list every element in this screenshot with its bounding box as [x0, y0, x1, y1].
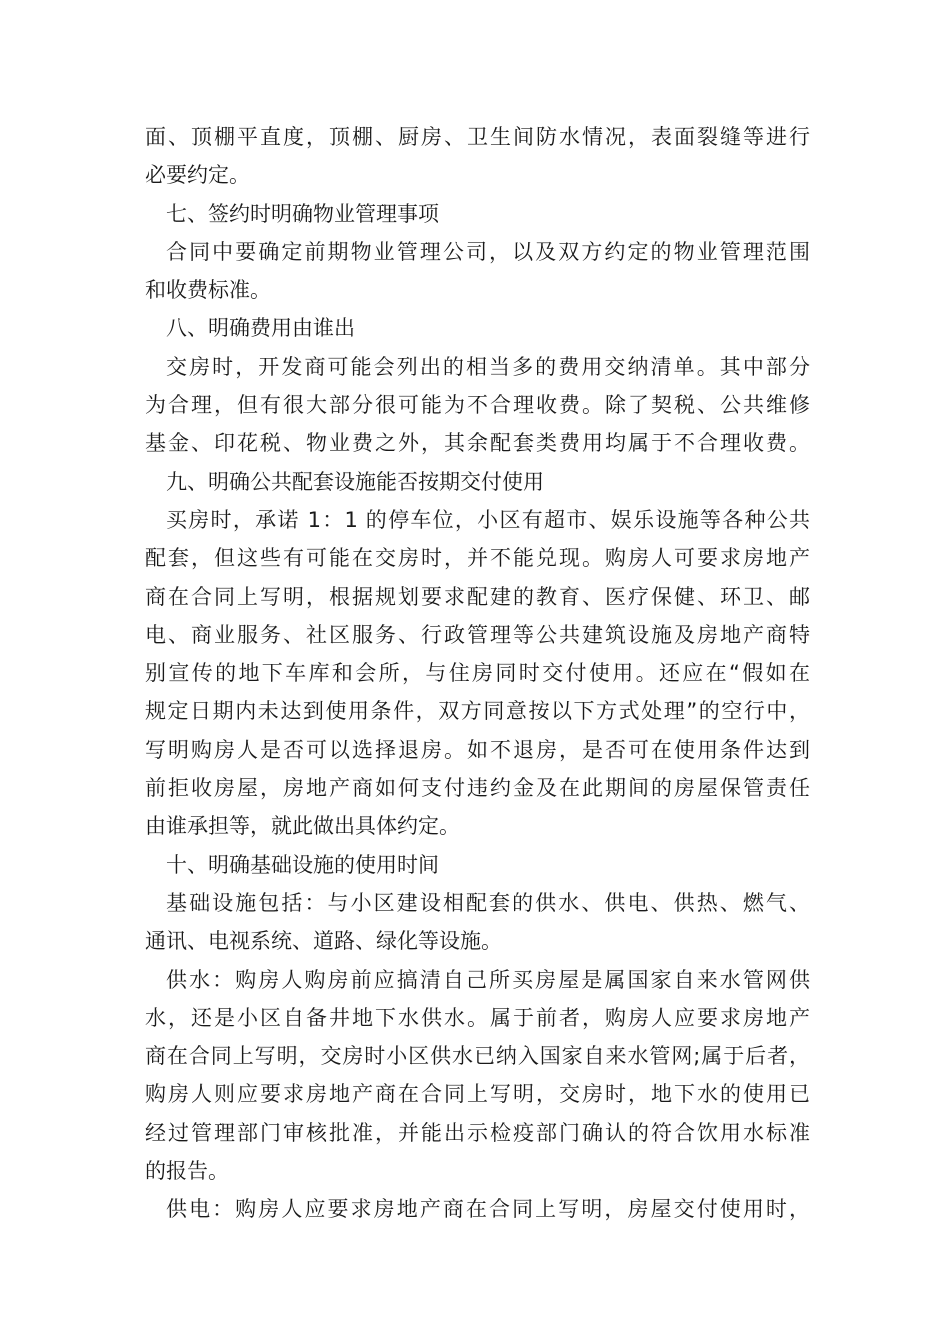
text-line: 基础设施包括：与小区建设相配套的供水、供电、供热、燃气、: [166, 890, 810, 915]
text-line: 买房时，承诺 1：1 的停车位，小区有超市、娱乐设施等各种公共: [166, 507, 810, 532]
text-line: 商在合同上写明，交房时小区供水已纳入国家自来水管网;属于后者，: [145, 1044, 810, 1069]
text-line: 供水：购房人购房前应搞清自己所买房屋是属国家自来水管网供: [166, 967, 810, 992]
text-line: 八、明确费用由谁出: [166, 316, 355, 341]
text-line: 必要约定。: [145, 163, 250, 188]
text-line: 的报告。: [145, 1159, 229, 1184]
text-line: 基金、印花税、物业费之外，其余配套类费用均属于不合理收费。: [145, 431, 810, 456]
text-line: 前拒收房屋，房地产商如何支付违约金及在此期间的房屋保管责任: [145, 776, 810, 801]
text-line: 为合理，但有很大部分很可能为不合理收费。除了契税、公共维修: [145, 393, 810, 418]
text-line: 由谁承担等，就此做出具体约定。: [145, 814, 460, 839]
text-line: 经过管理部门审核批准，并能出示检疫部门确认的符合饮用水标准: [145, 1120, 810, 1145]
text-line: 别宣传的地下车库和会所，与住房同时交付使用。还应在“假如在: [145, 661, 810, 686]
body-text: [145, 118, 810, 1229]
text-line: 九、明确公共配套设施能否按期交付使用: [166, 469, 544, 494]
text-line: 水，还是小区自备井地下水供水。属于前者，购房人应要求房地产: [145, 1005, 810, 1030]
text-line: 十、明确基础设施的使用时间: [166, 852, 439, 877]
text-line: 七、签约时明确物业管理事项: [166, 201, 439, 226]
text-line: 写明购房人是否可以选择退房。如不退房，是否可在使用条件达到: [145, 737, 810, 762]
text-line: 面、顶棚平直度，顶棚、厨房、卫生间防水情况，表面裂缝等进行: [145, 125, 810, 149]
text-line: 规定日期内未达到使用条件，双方同意按以下方式处理”的空行中，: [145, 699, 810, 724]
text-line: 交房时，开发商可能会列出的相当多的费用交纳清单。其中部分: [166, 354, 810, 379]
text-line: 通讯、电视系统、道路、绿化等设施。: [145, 929, 502, 954]
text-line: 电、商业服务、社区服务、行政管理等公共建筑设施及房地产商特: [145, 622, 810, 647]
text-line: 购房人则应要求房地产商在合同上写明，交房时，地下水的使用已: [145, 1082, 810, 1107]
text-line: 配套，但这些有可能在交房时，并不能兑现。购房人可要求房地产: [145, 546, 810, 571]
text-line: 合同中要确定前期物业管理公司，以及双方约定的物业管理范围: [166, 239, 810, 264]
text-line: 商在合同上写明，根据规划要求配建的教育、医疗保健、环卫、邮: [145, 584, 810, 609]
text-line: 和收费标准。: [145, 278, 271, 303]
text-line: 供电：购房人应要求房地产商在合同上写明，房屋交付使用时，: [166, 1197, 810, 1222]
